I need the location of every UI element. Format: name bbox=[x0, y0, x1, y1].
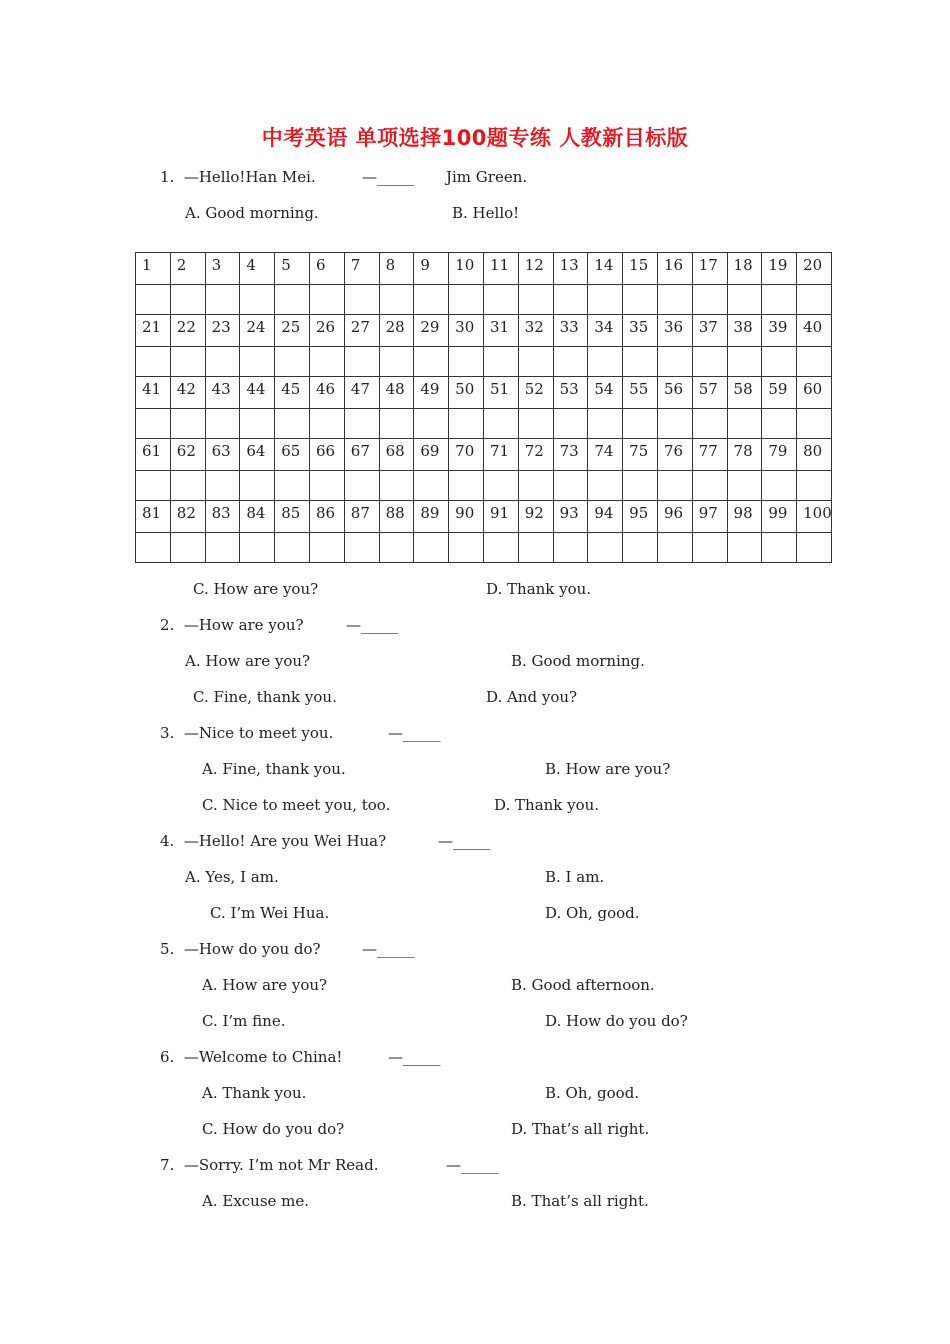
grid-answer-cell[interactable] bbox=[414, 533, 449, 563]
grid-number-cell: 88 bbox=[379, 501, 414, 533]
grid-number-cell: 30 bbox=[449, 315, 484, 347]
grid-number-cell: 6 bbox=[309, 253, 344, 285]
grid-answer-cell[interactable] bbox=[309, 471, 344, 501]
grid-answer-cell[interactable] bbox=[518, 409, 553, 439]
grid-answer-cell[interactable] bbox=[379, 471, 414, 501]
grid-answer-cell[interactable] bbox=[762, 409, 797, 439]
question-2-option-c: C. Fine, thank you. bbox=[193, 688, 337, 706]
question-7-option-a: A. Excuse me. bbox=[202, 1192, 310, 1210]
grid-number-cell: 40 bbox=[797, 315, 832, 347]
grid-number-cell: 75 bbox=[623, 439, 658, 471]
grid-number-cell: 54 bbox=[588, 377, 623, 409]
grid-number-cell: 20 bbox=[797, 253, 832, 285]
grid-answer-cell[interactable] bbox=[727, 347, 762, 377]
grid-answer-cell[interactable] bbox=[483, 285, 518, 315]
grid-number-cell: 35 bbox=[623, 315, 658, 347]
grid-answer-cell[interactable] bbox=[762, 533, 797, 563]
question-4-stem: 4. —Hello! Are you Wei Hua? bbox=[160, 832, 387, 850]
grid-number-cell: 25 bbox=[275, 315, 310, 347]
grid-number-cell: 77 bbox=[692, 439, 727, 471]
grid-number-cell: 31 bbox=[483, 315, 518, 347]
grid-answer-cell[interactable] bbox=[588, 533, 623, 563]
grid-number-cell: 39 bbox=[762, 315, 797, 347]
grid-answer-cell[interactable] bbox=[623, 533, 658, 563]
grid-number-cell: 55 bbox=[623, 377, 658, 409]
grid-answer-cell[interactable] bbox=[588, 285, 623, 315]
grid-answer-cell[interactable] bbox=[170, 409, 205, 439]
question-5-option-a: A. How are you? bbox=[202, 976, 328, 994]
grid-number-cell: 63 bbox=[205, 439, 240, 471]
grid-answer-cell[interactable] bbox=[692, 409, 727, 439]
grid-number-cell: 60 bbox=[797, 377, 832, 409]
grid-answer-cell[interactable] bbox=[553, 409, 588, 439]
grid-answer-cell[interactable] bbox=[588, 347, 623, 377]
grid-answer-cell[interactable] bbox=[275, 533, 310, 563]
grid-answer-cell[interactable] bbox=[309, 285, 344, 315]
question-6-option-d: D. That’s all right. bbox=[511, 1120, 650, 1138]
grid-answer-cell[interactable] bbox=[205, 409, 240, 439]
grid-answer-cell[interactable] bbox=[205, 471, 240, 501]
grid-answer-cell[interactable] bbox=[727, 285, 762, 315]
grid-answer-cell[interactable] bbox=[205, 285, 240, 315]
grid-number-cell: 12 bbox=[518, 253, 553, 285]
grid-number-cell: 59 bbox=[762, 377, 797, 409]
grid-number-row bbox=[136, 253, 832, 285]
grid-number-cell: 5 bbox=[275, 253, 310, 285]
grid-number-cell: 34 bbox=[588, 315, 623, 347]
question-5-blank: —_____ bbox=[362, 940, 415, 958]
grid-number-cell: 71 bbox=[483, 439, 518, 471]
question-6-option-b: B. Oh, good. bbox=[545, 1084, 640, 1102]
question-3-blank: —_____ bbox=[388, 724, 441, 742]
grid-number-cell: 57 bbox=[692, 377, 727, 409]
grid-answer-cell[interactable] bbox=[449, 347, 484, 377]
grid-answer-cell[interactable] bbox=[762, 471, 797, 501]
grid-answer-cell[interactable] bbox=[449, 409, 484, 439]
grid-answer-cell[interactable] bbox=[449, 285, 484, 315]
grid-answer-cell[interactable] bbox=[449, 533, 484, 563]
grid-number-cell: 1 bbox=[136, 253, 171, 285]
grid-number-cell: 43 bbox=[205, 377, 240, 409]
grid-answer-cell[interactable] bbox=[623, 285, 658, 315]
grid-answer-cell[interactable] bbox=[309, 347, 344, 377]
grid-number-cell: 85 bbox=[275, 501, 310, 533]
grid-number-cell: 52 bbox=[518, 377, 553, 409]
question-1-option-a: A. Good morning. bbox=[185, 204, 319, 222]
grid-number-cell: 42 bbox=[170, 377, 205, 409]
grid-number-cell: 62 bbox=[170, 439, 205, 471]
question-2-option-d: D. And you? bbox=[486, 688, 578, 706]
grid-number-cell: 4 bbox=[240, 253, 275, 285]
question-5-stem: 5. —How do you do? bbox=[160, 940, 321, 958]
grid-number-cell: 89 bbox=[414, 501, 449, 533]
grid-answer-cell[interactable] bbox=[727, 533, 762, 563]
grid-number-cell: 72 bbox=[518, 439, 553, 471]
question-2-blank: —_____ bbox=[346, 616, 399, 634]
grid-answer-cell[interactable] bbox=[483, 347, 518, 377]
grid-number-cell: 19 bbox=[762, 253, 797, 285]
grid-answer-cell[interactable] bbox=[623, 409, 658, 439]
grid-number-cell: 81 bbox=[136, 501, 171, 533]
grid-answer-cell[interactable] bbox=[240, 409, 275, 439]
question-1-option-b: B. Hello! bbox=[452, 204, 520, 222]
question-1-option-c: C. How are you? bbox=[193, 580, 319, 598]
grid-answer-cell[interactable] bbox=[344, 409, 379, 439]
grid-answer-cell[interactable] bbox=[449, 471, 484, 501]
grid-answer-row bbox=[136, 285, 832, 315]
question-3-option-d: D. Thank you. bbox=[494, 796, 600, 814]
question-5-option-d: D. How do you do? bbox=[545, 1012, 688, 1030]
grid-answer-cell[interactable] bbox=[553, 285, 588, 315]
grid-answer-cell[interactable] bbox=[379, 533, 414, 563]
grid-number-cell: 24 bbox=[240, 315, 275, 347]
grid-answer-cell[interactable] bbox=[240, 533, 275, 563]
question-4-option-b: B. I am. bbox=[545, 868, 605, 886]
grid-number-cell: 100 bbox=[797, 501, 832, 533]
grid-answer-cell[interactable] bbox=[205, 533, 240, 563]
question-7-blank: —_____ bbox=[446, 1156, 499, 1174]
grid-number-cell: 61 bbox=[136, 439, 171, 471]
page-title: 中考英语 单项选择100题专练 人教新目标版 bbox=[261, 126, 689, 150]
grid-answer-cell[interactable] bbox=[275, 409, 310, 439]
grid-number-cell: 93 bbox=[553, 501, 588, 533]
grid-answer-cell[interactable] bbox=[762, 285, 797, 315]
grid-number-cell: 44 bbox=[240, 377, 275, 409]
grid-number-cell: 51 bbox=[483, 377, 518, 409]
grid-answer-cell[interactable] bbox=[553, 347, 588, 377]
grid-number-cell: 96 bbox=[657, 501, 692, 533]
grid-number-cell: 68 bbox=[379, 439, 414, 471]
grid-number-cell: 86 bbox=[309, 501, 344, 533]
grid-answer-cell[interactable] bbox=[797, 471, 832, 501]
grid-answer-cell[interactable] bbox=[727, 409, 762, 439]
grid-number-cell: 79 bbox=[762, 439, 797, 471]
grid-number-cell: 83 bbox=[205, 501, 240, 533]
question-2-stem: 2. —How are you? bbox=[160, 616, 304, 634]
grid-number-row bbox=[136, 377, 832, 409]
grid-number-cell: 2 bbox=[170, 253, 205, 285]
question-4-option-d: D. Oh, good. bbox=[545, 904, 640, 922]
grid-number-cell: 26 bbox=[309, 315, 344, 347]
grid-number-cell: 56 bbox=[657, 377, 692, 409]
grid-number-cell: 29 bbox=[414, 315, 449, 347]
grid-number-cell: 76 bbox=[657, 439, 692, 471]
grid-answer-cell[interactable] bbox=[518, 347, 553, 377]
question-5-option-b: B. Good afternoon. bbox=[511, 976, 655, 994]
grid-number-cell: 27 bbox=[344, 315, 379, 347]
grid-answer-row bbox=[136, 471, 832, 501]
question-4-option-a: A. Yes, I am. bbox=[185, 868, 279, 886]
grid-number-cell: 50 bbox=[449, 377, 484, 409]
question-1-blank: —_____ bbox=[362, 168, 415, 186]
grid-answer-cell[interactable] bbox=[483, 409, 518, 439]
grid-number-cell: 48 bbox=[379, 377, 414, 409]
grid-answer-cell[interactable] bbox=[657, 285, 692, 315]
grid-number-cell: 49 bbox=[414, 377, 449, 409]
grid-answer-cell[interactable] bbox=[588, 409, 623, 439]
grid-number-cell: 84 bbox=[240, 501, 275, 533]
grid-answer-cell[interactable] bbox=[553, 533, 588, 563]
grid-number-cell: 8 bbox=[379, 253, 414, 285]
grid-answer-cell[interactable] bbox=[727, 471, 762, 501]
grid-number-cell: 21 bbox=[136, 315, 171, 347]
grid-answer-cell[interactable] bbox=[379, 347, 414, 377]
grid-answer-cell[interactable] bbox=[379, 285, 414, 315]
grid-number-cell: 11 bbox=[483, 253, 518, 285]
grid-answer-cell[interactable] bbox=[483, 471, 518, 501]
grid-answer-cell[interactable] bbox=[414, 409, 449, 439]
grid-number-cell: 91 bbox=[483, 501, 518, 533]
question-7-option-b: B. That’s all right. bbox=[511, 1192, 649, 1210]
grid-answer-cell[interactable] bbox=[240, 285, 275, 315]
question-4-option-c: C. I’m Wei Hua. bbox=[210, 904, 330, 922]
grid-answer-row bbox=[136, 533, 832, 563]
grid-number-cell: 87 bbox=[344, 501, 379, 533]
grid-number-cell: 97 bbox=[692, 501, 727, 533]
grid-number-cell: 58 bbox=[727, 377, 762, 409]
grid-number-cell: 45 bbox=[275, 377, 310, 409]
grid-answer-cell[interactable] bbox=[170, 285, 205, 315]
grid-answer-cell[interactable] bbox=[275, 347, 310, 377]
question-7-stem: 7. —Sorry. I’m not Mr Read. bbox=[160, 1156, 379, 1174]
grid-number-cell: 95 bbox=[623, 501, 658, 533]
grid-answer-cell[interactable] bbox=[518, 471, 553, 501]
grid-answer-cell[interactable] bbox=[797, 409, 832, 439]
grid-number-cell: 22 bbox=[170, 315, 205, 347]
question-1-option-d: D. Thank you. bbox=[486, 580, 592, 598]
question-3-option-a: A. Fine, thank you. bbox=[202, 760, 346, 778]
question-6-stem: 6. —Welcome to China! bbox=[160, 1048, 343, 1066]
grid-answer-cell[interactable] bbox=[136, 285, 171, 315]
grid-number-cell: 94 bbox=[588, 501, 623, 533]
grid-answer-cell[interactable] bbox=[518, 285, 553, 315]
grid-number-cell: 7 bbox=[344, 253, 379, 285]
question-5-option-c: C. I’m fine. bbox=[202, 1012, 286, 1030]
grid-number-cell: 36 bbox=[657, 315, 692, 347]
grid-answer-cell[interactable] bbox=[692, 533, 727, 563]
grid-answer-cell[interactable] bbox=[136, 347, 171, 377]
grid-answer-cell[interactable] bbox=[240, 347, 275, 377]
grid-number-cell: 33 bbox=[553, 315, 588, 347]
grid-answer-cell[interactable] bbox=[414, 285, 449, 315]
grid-answer-cell[interactable] bbox=[136, 471, 171, 501]
grid-number-row bbox=[136, 315, 832, 347]
grid-answer-cell[interactable] bbox=[797, 533, 832, 563]
grid-answer-cell[interactable] bbox=[797, 285, 832, 315]
grid-number-cell: 17 bbox=[692, 253, 727, 285]
question-2-option-a: A. How are you? bbox=[185, 652, 311, 670]
grid-answer-cell[interactable] bbox=[414, 347, 449, 377]
grid-answer-cell[interactable] bbox=[762, 347, 797, 377]
question-6-blank: —_____ bbox=[388, 1048, 441, 1066]
grid-number-cell: 65 bbox=[275, 439, 310, 471]
grid-answer-cell[interactable] bbox=[309, 409, 344, 439]
grid-number-cell: 10 bbox=[449, 253, 484, 285]
grid-answer-cell[interactable] bbox=[344, 285, 379, 315]
grid-number-cell: 14 bbox=[588, 253, 623, 285]
grid-number-cell: 3 bbox=[205, 253, 240, 285]
question-6-option-a: A. Thank you. bbox=[202, 1084, 307, 1102]
answer-grid bbox=[135, 252, 832, 563]
grid-number-cell: 37 bbox=[692, 315, 727, 347]
grid-answer-cell[interactable] bbox=[692, 347, 727, 377]
grid-number-cell: 9 bbox=[414, 253, 449, 285]
grid-answer-cell[interactable] bbox=[344, 347, 379, 377]
grid-answer-cell[interactable] bbox=[657, 347, 692, 377]
grid-answer-cell[interactable] bbox=[657, 471, 692, 501]
grid-number-cell: 23 bbox=[205, 315, 240, 347]
grid-number-cell: 18 bbox=[727, 253, 762, 285]
question-3-stem: 3. —Nice to meet you. bbox=[160, 724, 334, 742]
grid-answer-cell[interactable] bbox=[553, 471, 588, 501]
grid-answer-cell[interactable] bbox=[170, 533, 205, 563]
grid-number-cell: 38 bbox=[727, 315, 762, 347]
question-2-option-b: B. Good morning. bbox=[511, 652, 645, 670]
grid-answer-cell[interactable] bbox=[275, 285, 310, 315]
grid-number-cell: 47 bbox=[344, 377, 379, 409]
grid-number-cell: 64 bbox=[240, 439, 275, 471]
grid-answer-cell[interactable] bbox=[379, 409, 414, 439]
grid-number-cell: 74 bbox=[588, 439, 623, 471]
grid-answer-cell[interactable] bbox=[797, 347, 832, 377]
grid-number-cell: 15 bbox=[623, 253, 658, 285]
grid-number-cell: 69 bbox=[414, 439, 449, 471]
grid-number-cell: 80 bbox=[797, 439, 832, 471]
grid-answer-cell[interactable] bbox=[275, 471, 310, 501]
grid-answer-row bbox=[136, 409, 832, 439]
grid-number-cell: 67 bbox=[344, 439, 379, 471]
grid-number-cell: 90 bbox=[449, 501, 484, 533]
grid-number-cell: 32 bbox=[518, 315, 553, 347]
grid-number-cell: 92 bbox=[518, 501, 553, 533]
grid-answer-cell[interactable] bbox=[414, 471, 449, 501]
grid-number-cell: 98 bbox=[727, 501, 762, 533]
question-4-blank: —_____ bbox=[438, 832, 491, 850]
grid-number-cell: 16 bbox=[657, 253, 692, 285]
grid-answer-cell[interactable] bbox=[692, 285, 727, 315]
grid-number-cell: 41 bbox=[136, 377, 171, 409]
grid-answer-cell[interactable] bbox=[518, 533, 553, 563]
grid-number-cell: 78 bbox=[727, 439, 762, 471]
grid-number-cell: 28 bbox=[379, 315, 414, 347]
grid-number-cell: 13 bbox=[553, 253, 588, 285]
grid-number-cell: 73 bbox=[553, 439, 588, 471]
grid-number-cell: 99 bbox=[762, 501, 797, 533]
grid-answer-cell[interactable] bbox=[692, 471, 727, 501]
question-3-option-b: B. How are you? bbox=[545, 760, 671, 778]
grid-answer-cell[interactable] bbox=[170, 471, 205, 501]
grid-answer-row bbox=[136, 347, 832, 377]
grid-number-cell: 66 bbox=[309, 439, 344, 471]
grid-answer-cell[interactable] bbox=[170, 347, 205, 377]
grid-answer-cell[interactable] bbox=[240, 471, 275, 501]
grid-number-cell: 70 bbox=[449, 439, 484, 471]
grid-answer-cell[interactable] bbox=[344, 471, 379, 501]
grid-answer-cell[interactable] bbox=[136, 409, 171, 439]
grid-number-row bbox=[136, 439, 832, 471]
grid-answer-cell[interactable] bbox=[309, 533, 344, 563]
grid-answer-cell[interactable] bbox=[588, 471, 623, 501]
grid-number-cell: 53 bbox=[553, 377, 588, 409]
grid-answer-cell[interactable] bbox=[657, 533, 692, 563]
grid-answer-cell[interactable] bbox=[205, 347, 240, 377]
question-1-tail: Jim Green. bbox=[446, 168, 528, 186]
grid-answer-cell[interactable] bbox=[657, 409, 692, 439]
grid-answer-cell[interactable] bbox=[623, 347, 658, 377]
grid-answer-cell[interactable] bbox=[344, 533, 379, 563]
grid-number-cell: 46 bbox=[309, 377, 344, 409]
question-6-option-c: C. How do you do? bbox=[202, 1120, 345, 1138]
grid-answer-cell[interactable] bbox=[483, 533, 518, 563]
question-3-option-c: C. Nice to meet you, too. bbox=[202, 796, 391, 814]
grid-number-row bbox=[136, 501, 832, 533]
grid-answer-cell[interactable] bbox=[623, 471, 658, 501]
question-1-stem: 1. —Hello!Han Mei. bbox=[160, 168, 316, 186]
grid-answer-cell[interactable] bbox=[136, 533, 171, 563]
grid-number-cell: 82 bbox=[170, 501, 205, 533]
